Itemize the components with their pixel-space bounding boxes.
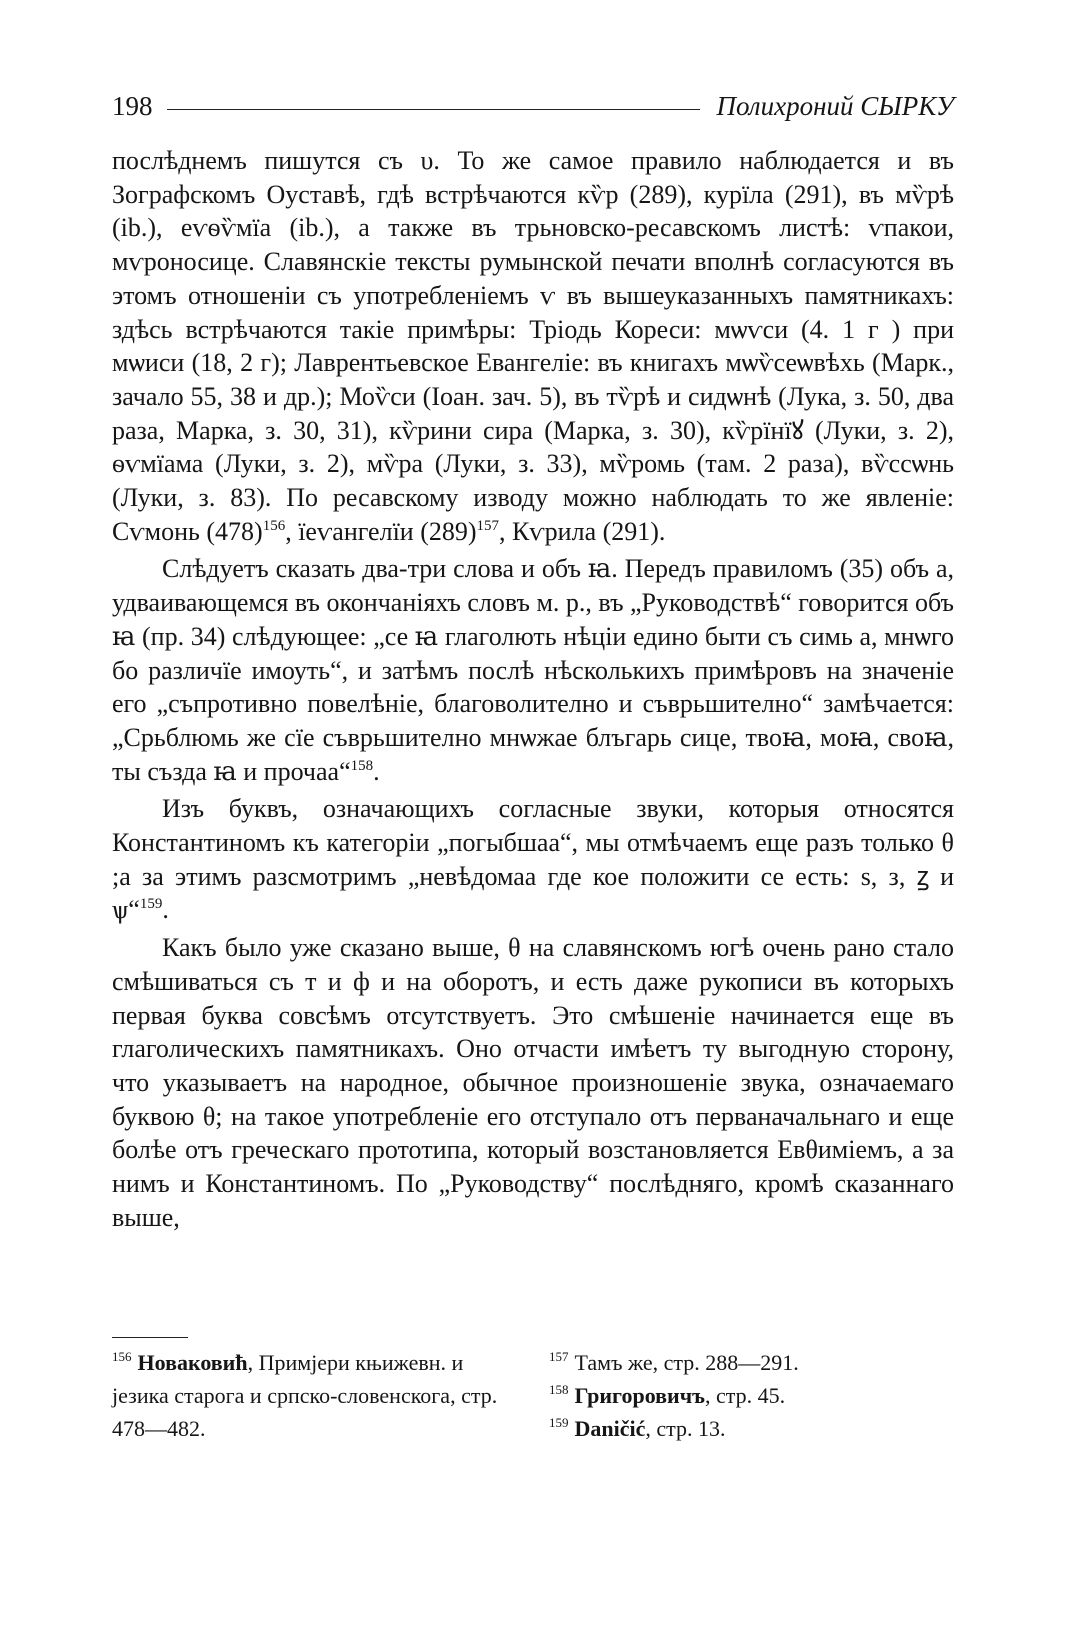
page-header — [112, 86, 954, 126]
paragraph-2-end: . — [373, 756, 380, 786]
footnotes-right-column — [549, 1346, 954, 1445]
footnote-text: , стр. 45. — [704, 1383, 786, 1408]
footnote-157 — [549, 1346, 954, 1379]
footnote-number: 158 — [549, 1382, 569, 1397]
header-rule — [167, 109, 701, 110]
footnote-number: 156 — [112, 1349, 132, 1364]
paragraph-3-end: . — [162, 895, 169, 925]
footnote-156 — [112, 1346, 522, 1445]
footnote-ref-158: 158 — [350, 757, 374, 774]
footnote-author: Григоровичъ — [574, 1383, 705, 1408]
footnote-author: Новаковић — [137, 1350, 248, 1375]
running-head: Полихроний СЫРКУ — [716, 90, 954, 121]
body-text — [112, 144, 954, 1235]
footnote-text: , стр. 13. — [645, 1416, 726, 1441]
footnotes — [112, 1346, 954, 1445]
paragraph-4: Какъ было уже сказано выше, θ на славянскомъ югѣ очень рано стало смѣшиваться съ т и ф и на оборотъ, и есть даже рукописи въ которыхъ первая буква совсѣмъ отсутствуетъ. Это смѣшеніе начинается еще въ глаголическихъ памятникахъ. Оно отчасти имѣетъ ту выгодную сторону, что указываетъ на народное, обычное произношеніе звука, означаемаго буквою θ; на такое употребленіе его отступало отъ перваначальнаго и еще болѣе отъ греческаго прототипа, который возстановляется Евθиміемъ, а за нимъ и Константиномъ. По „Руководству“ послѣдняго, кромѣ сказаннаго выше, — [112, 933, 954, 1232]
footnote-159 — [549, 1412, 954, 1445]
paragraph-3-text: Изъ буквъ, означающихъ согласные звуки, которыя относятся Константиномъ къ категоріи „погыбшаа“, мы отмѣчаемъ еще разъ только θ ;а за этимъ разсмотримъ „невѣдомаа где кое положити се есть: ѕ, з, ꙁ и ѱ“ — [112, 794, 954, 925]
paragraph-1-text: послѣднемъ пишутся съ υ. То же самое правило наблюдается и въ Зографскомъ Оуставѣ, гдѣ встрѣчаются кѷр (289), курїла (291), въ мѷрѣ (ib.), еѵѳѷмїа (ib.), а также въ трьновско-ресавскомъ листѣ: ѵпакои, мѵроносице. Славянскіе тексты румынской печати вполнѣ согласуются въ этомъ отношеніи съ употребленіемъ ѵ въ вышеуказанныхъ памятникахъ: здѣсь встрѣчаются такіе примѣры: Тріодь Кореси: мѡѵси (4. 1 г ) при мѡиси (18, 2 г); Лаврентьевское Евангеліе: въ книгахъ мѡѷсеѡвѣхь (Марк., зачало 55, 38 и др.); Моѷси (Іоан. зач. 5), въ тѷрѣ и сидѡнѣ (Лука, з. 50, два раза, Марка, з. 30, 31), кѷрини сира (Марка, з. 30), кѷрїнїꙋ (Луки, з. 2), ѳѵмїама (Луки, з. 2), мѷра (Луки, з. 33), мѷромь (там. 2 раза), вѷссѡнь (Луки, з. 83). По ресавскому изводу можно наблюдать то же явленіе: Сѵмонь (478) — [112, 146, 954, 546]
footnote-ref-156: 156 — [262, 517, 286, 534]
footnote-ref-157: 157 — [476, 517, 500, 534]
paragraph-1-end: , Кѵрила (291). — [499, 516, 666, 546]
page-number: 198 — [112, 90, 153, 121]
footnote-ref-159: 159 — [139, 896, 163, 913]
footnote-number: 159 — [549, 1415, 569, 1430]
paragraph-2-text: Слѣдуетъ сказать два-три слова и объ ꙗ. Передъ правиломъ (35) объ а, удваивающемся въ окончаніяхъ словъ м. р., въ „Руководствѣ“ говорится объ ꙗ (пр. 34) слѣдующее: „се ꙗ глаголють нѣціи едино быти съ симь а, мнѡго бо различїе имоуть“, и затѣмъ послѣ нѣсколькихъ примѣровъ на значеніе его „съпротивно повелѣніе, благоволително и съврьшително“ замѣчается: „Срьблюмь же сїе съврьшително мнѡжае блъгарь сице, твоꙗ, моꙗ, своꙗ, ты създа ꙗ и прочаа“ — [112, 554, 954, 786]
footnote-number: 157 — [549, 1349, 569, 1364]
footnote-158 — [549, 1379, 954, 1412]
paragraph-1-mid: , їеѵангелїи (289) — [285, 516, 477, 546]
footnote-text: , Примјери књижевн. и језика старога и српско-словенскога, стр. 478—482. — [112, 1350, 498, 1441]
footnotes-left-column — [112, 1346, 522, 1445]
footnote-text: Тамъ же, стр. 288—291. — [574, 1350, 799, 1375]
footnote-rule — [112, 1337, 188, 1338]
paragraph-2 — [112, 552, 954, 788]
paragraph-1 — [112, 144, 954, 548]
footnote-author: Daničić — [574, 1416, 646, 1441]
paragraph-3 — [112, 792, 954, 927]
